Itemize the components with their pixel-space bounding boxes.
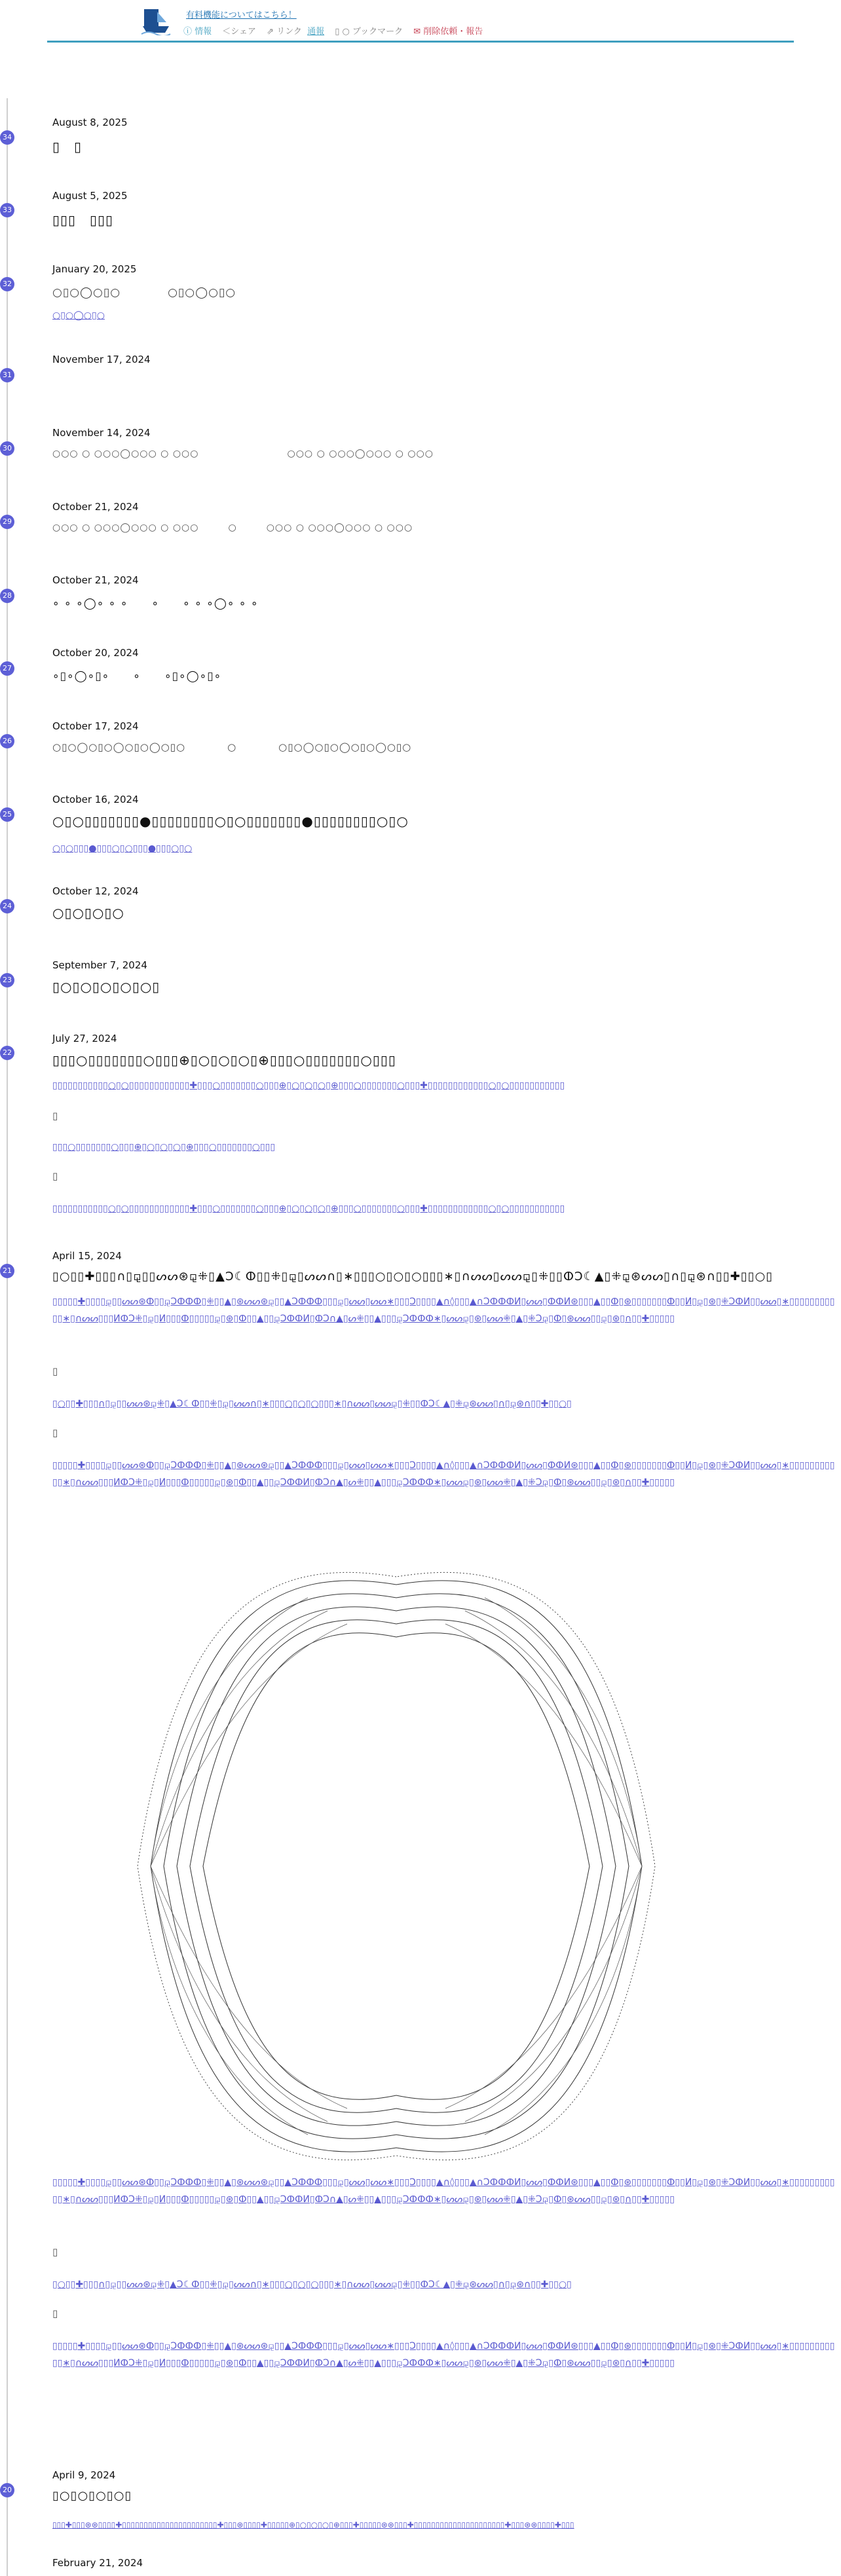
site-header: [47, 0, 794, 43]
entry-date: January 20, 2025: [52, 263, 137, 275]
entry-title[interactable]: ○▯○▯○▯○: [52, 905, 124, 921]
timeline-badge[interactable]: 34: [0, 130, 14, 145]
entry-title[interactable]: ▯ ▯: [52, 139, 83, 155]
entry-title[interactable]: ▯○▯○▯○▯○▯○▯: [52, 979, 160, 995]
entry-date: July 27, 2024: [52, 1033, 117, 1044]
entry-paragraph[interactable]: ▯▯▯▯▯✚▯▯▯▯⚼▯▯ᔕᔕ⊛ⵀ▯▯⚼Ↄⵀⵀⵀ▯⁜▯▯▲▯⊛ᔕᔕ⊛⚼▯▯▲Ↄⵀⵀⵀ▯▯▯⚼▯ᔕᔕ▯ᔕᔕ∗▯▯▯Ↄ▯▯▯▯▲∩◊▯▯▯▲∩ↃⵀⵀⵀИ▯ᔕᔕ▯ⵀⵀИ⊛▯▯▯▲▯▯ⵀ▯⊛▯▯▯▯▯▯▯ⵀ▯▯И▯⚼▯⊛▯⁜ↃⵀИ▯▯ᔕᔕ▯∗▯▯▯▯▯▯▯▯▯▯▯∗▯∩ᔕᔕ▯▯▯ИⵀↃ⁜▯⚼▯И▯▯▯ⵀ▯▯▯▯▯⚼▯⊛▯ⵀ▯▯▲▯▯⚼ↃⵀⵀИ▯ⵀↃ∩▲▯ᔕ⁜▯▯▲▯▯▯⚼Ↄⵀⵀⵀ∗▯ᔕᔕ⚼▯⊛▯ᔕᔕ⁜▯▲▯⁜Ↄ⚼▯ⵀ▯⊛ᔕᔕ▯▯⚼▯⊛▯∩▯▯✚▯▯▯▯▯: [52, 2177, 835, 2205]
entry-title[interactable]: ∘ ∘ ∘◯∘ ∘ ∘ ∘ ∘ ∘ ∘◯∘ ∘ ∘: [52, 597, 259, 610]
link-button[interactable]: ⇗ リンク: [267, 27, 302, 37]
entry-title[interactable]: ▯▯▯○▯▯▯▯▯▯▯○▯▯▯⊕▯○▯○▯○▯⊕▯▯▯○▯▯▯▯▯▯▯○▯▯▯: [52, 1052, 396, 1068]
entry-date: August 8, 2025: [52, 117, 128, 128]
separator-mark: ▯: [52, 1170, 58, 1182]
entry-date: October 21, 2024: [52, 574, 139, 586]
entry-link[interactable]: ○▯○◯○▯○: [52, 310, 105, 321]
timeline-rail: [7, 98, 8, 2576]
timeline-badge[interactable]: 33: [0, 203, 14, 217]
separator-mark: ▯: [52, 1427, 58, 1439]
separator-mark: ▯: [52, 2246, 58, 2258]
entry-date: October 12, 2024: [52, 885, 139, 897]
timeline-badge[interactable]: 29: [0, 515, 14, 529]
entry-title[interactable]: ▯▯▯ ▯▯▯: [52, 212, 114, 228]
delete-request-button[interactable]: ✉ 削除依頼・報告: [413, 27, 483, 37]
entry-date: August 5, 2025: [52, 190, 128, 202]
entry-title[interactable]: ○▯○◯○▯○ ○▯○◯○▯○: [52, 286, 236, 299]
entry-date: October 16, 2024: [52, 794, 139, 805]
timeline-badge[interactable]: 23: [0, 973, 14, 987]
timeline-badge[interactable]: 30: [0, 441, 14, 456]
timeline-badge[interactable]: 27: [0, 661, 14, 676]
entry-date: October 21, 2024: [52, 501, 139, 513]
timeline-badge[interactable]: 21: [0, 1264, 14, 1278]
timeline-badge[interactable]: 28: [0, 589, 14, 603]
entry-date: February 21, 2024: [52, 2557, 143, 2569]
timeline-badge[interactable]: 22: [0, 1046, 14, 1060]
info-button[interactable]: ⓘ 情報: [183, 27, 212, 37]
entry-date: November 14, 2024: [52, 427, 151, 439]
timeline-badge[interactable]: 20: [0, 2483, 14, 2497]
entry-paragraph[interactable]: ▯▯▯▯▯✚▯▯▯▯⚼▯▯ᔕᔕ⊛ⵀ▯▯⚼Ↄⵀⵀⵀ▯⁜▯▯▲▯⊛ᔕᔕ⊛⚼▯▯▲Ↄⵀⵀⵀ▯▯▯⚼▯ᔕᔕ▯ᔕᔕ∗▯▯▯Ↄ▯▯▯▯▲∩◊▯▯▯▲∩ↃⵀⵀⵀИ▯ᔕᔕ▯ⵀⵀИ⊛▯▯▯▲▯▯ⵀ▯⊛▯▯▯▯▯▯▯ⵀ▯▯И▯⚼▯⊛▯⁜ↃⵀИ▯▯ᔕᔕ▯∗▯▯▯▯▯▯▯▯▯▯▯∗▯∩ᔕᔕ▯▯▯ИⵀↃ⁜▯⚼▯И▯▯▯ⵀ▯▯▯▯▯⚼▯⊛▯ⵀ▯▯▲▯▯⚼ↃⵀⵀИ▯ⵀↃ∩▲▯ᔕ⁜▯▯▲▯▯▯⚼Ↄⵀⵀⵀ∗▯ᔕᔕ⚼▯⊛▯ᔕᔕ⁜▯▲▯⁜Ↄ⚼▯ⵀ▯⊛ᔕᔕ▯▯⚼▯⊛▯∩▯▯✚▯▯▯▯▯: [52, 2341, 835, 2368]
entry-paragraph[interactable]: ▯○▯▯✚▯▯▯∩▯⚼▯▯ᔕᔕ⊛⚼⁜▯▲Ↄ☾ⵀ▯▯⁜▯⚼▯ᔕᔕ∩▯∗▯▯▯○▯○▯○▯▯▯∗▯∩ᔕᔕ▯ᔕᔕ⚼▯⁜▯▯ⵀↃ☾▲▯⁜⚼⊛ᔕᔕ▯∩▯⚼⊛∩▯▯✚▯▯○▯: [52, 1399, 572, 1409]
entry-title[interactable]: ∘▯∘◯∘▯∘ ∘ ∘▯∘◯∘▯∘: [52, 670, 222, 683]
entry-title[interactable]: ○○○ ○ ○○○◯○○○ ○ ○○○ ○ ○○○ ○ ○○○◯○○○ ○ ○○○: [52, 523, 413, 533]
share-button[interactable]: ＜シェア: [222, 27, 257, 37]
entry-date: November 17, 2024: [52, 354, 151, 365]
timeline-badge[interactable]: 26: [0, 734, 14, 748]
timeline-badge[interactable]: 25: [0, 807, 14, 822]
premium-notice-link[interactable]: 有料機能についてはこちら！: [186, 10, 297, 20]
separator-mark: ▯: [52, 1110, 58, 1122]
timeline-badge[interactable]: 24: [0, 899, 14, 913]
entry-date: October 17, 2024: [52, 720, 139, 732]
entry-date: April 9, 2024: [52, 2469, 116, 2481]
separator-mark: ▯: [52, 1365, 58, 1377]
entry-date: October 20, 2024: [52, 647, 139, 659]
entry-paragraph[interactable]: ▯▯▯▯▯✚▯▯▯▯⚼▯▯ᔕᔕ⊛ⵀ▯▯⚼Ↄⵀⵀⵀ▯⁜▯▯▲▯⊛ᔕᔕ⊛⚼▯▯▲Ↄⵀⵀⵀ▯▯▯⚼▯ᔕᔕ▯ᔕᔕ∗▯▯▯Ↄ▯▯▯▯▲∩◊▯▯▯▲∩ↃⵀⵀⵀИ▯ᔕᔕ▯ⵀⵀИ⊛▯▯▯▲▯▯ⵀ▯⊛▯▯▯▯▯▯▯ⵀ▯▯И▯⚼▯⊛▯⁜ↃⵀИ▯▯ᔕᔕ▯∗▯▯▯▯▯▯▯▯▯▯▯∗▯∩ᔕᔕ▯▯▯ИⵀↃ⁜▯⚼▯И▯▯▯ⵀ▯▯▯▯▯⚼▯⊛▯ⵀ▯▯▲▯▯⚼ↃⵀⵀИ▯ⵀↃ∩▲▯ᔕ⁜▯▯▲▯▯▯⚼Ↄⵀⵀⵀ∗▯ᔕᔕ⚼▯⊛▯ᔕᔕ⁜▯▲▯⁜Ↄ⚼▯ⵀ▯⊛ᔕᔕ▯▯⚼▯⊛▯∩▯▯✚▯▯▯▯▯: [52, 1460, 835, 1488]
timeline-badge[interactable]: 31: [0, 368, 14, 382]
entry-date: April 15, 2024: [52, 1250, 122, 1262]
site-logo-icon[interactable]: [140, 7, 172, 35]
entry-date: September 7, 2024: [52, 959, 147, 971]
toolbar: [183, 24, 491, 37]
entry-paragraph[interactable]: ▯○▯▯✚▯▯▯∩▯⚼▯▯ᔕᔕ⊛⚼⁜▯▲Ↄ☾ⵀ▯▯⁜▯⚼▯ᔕᔕ∩▯∗▯▯▯○▯○▯○▯▯▯∗▯∩ᔕᔕ▯ᔕᔕ⚼▯⁜▯▯ⵀↃ☾▲▯⁜⚼⊛ᔕᔕ▯∩▯⚼⊛∩▯▯✚▯▯○▯: [52, 2279, 572, 2290]
entry-paragraph[interactable]: ▯▯▯▯▯✚▯▯▯▯⚼▯▯ᔕᔕ⊛ⵀ▯▯⚼Ↄⵀⵀⵀ▯⁜▯▯▲▯⊛ᔕᔕ⊛⚼▯▯▲Ↄⵀⵀⵀ▯▯▯⚼▯ᔕᔕ▯ᔕᔕ∗▯▯▯Ↄ▯▯▯▯▲∩◊▯▯▯▲∩ↃⵀⵀⵀИ▯ᔕᔕ▯ⵀⵀИ⊛▯▯▯▲▯▯ⵀ▯⊛▯▯▯▯▯▯▯ⵀ▯▯И▯⚼▯⊛▯⁜ↃⵀИ▯▯ᔕᔕ▯∗▯▯▯▯▯▯▯▯▯▯▯∗▯∩ᔕᔕ▯▯▯ИⵀↃ⁜▯⚼▯И▯▯▯ⵀ▯▯▯▯▯⚼▯⊛▯ⵀ▯▯▲▯▯⚼ↃⵀⵀИ▯ⵀↃ∩▲▯ᔕ⁜▯▯▲▯▯▯⚼Ↄⵀⵀⵀ∗▯ᔕᔕ⚼▯⊛▯ᔕᔕ⁜▯▲▯⁜Ↄ⚼▯ⵀ▯⊛ᔕᔕ▯▯⚼▯⊛▯∩▯▯✚▯▯▯▯▯: [52, 1297, 835, 1324]
entry-title[interactable]: ○▯○▯▯▯▯▯▯▯●▯▯▯▯▯▯▯▯○▯○▯▯▯▯▯▯▯●▯▯▯▯▯▯▯▯○▯○: [52, 813, 409, 829]
entry-link[interactable]: ○▯○▯▯▯●▯▯▯○▯○▯▯▯●▯▯▯○▯○: [52, 843, 193, 854]
report-button[interactable]: 通報: [307, 27, 325, 37]
separator-mark: ▯: [52, 2308, 58, 2319]
entry-title[interactable]: ▯○▯▯✚▯▯▯∩▯⚼▯▯ᔕᔕ⊛⚼⁜▯▲Ↄ☾ⵀ▯▯⁜▯⚼▯ᔕᔕ∩▯∗▯▯▯○▯○▯○▯▯▯∗▯∩ᔕᔕ▯ᔕᔕ⚼▯⁜▯▯ⵀↃ☾▲▯⁜⚼⊛ᔕᔕ▯∩▯⚼⊛∩▯▯✚▯▯○▯: [52, 1270, 774, 1283]
entry-title[interactable]: ▯○▯○▯○▯○▯: [52, 2489, 132, 2503]
bookmark-button[interactable]: ▯ ○ ブックマーク: [335, 27, 403, 37]
entry-paragraph[interactable]: ▯▯▯▯▯▯▯▯▯▯▯○▯○▯▯▯▯▯▯▯▯▯▯▯▯✚▯▯▯○▯▯▯▯▯▯▯○▯▯▯⊕▯○▯○▯○▯⊕▯▯▯○▯▯▯▯▯▯▯○▯▯▯✚▯▯▯▯▯▯▯▯▯▯▯▯○▯○▯▯▯▯▯▯▯▯▯▯▯: [52, 1080, 565, 1091]
entry-paragraph[interactable]: ▯▯▯○▯▯▯▯▯▯▯○▯▯▯⊕▯○▯○▯○▯⊕▯▯▯○▯▯▯▯▯▯▯○▯▯▯: [52, 1142, 276, 1152]
ornamental-frame-image: [111, 1572, 681, 2161]
entry-title[interactable]: ○▯○◯○▯○◯○▯○◯○▯○ ○ ○▯○◯○▯○◯○▯○◯○▯○: [52, 741, 412, 753]
entry-title[interactable]: ○○○ ○ ○○○◯○○○ ○ ○○○ ○○○ ○ ○○○◯○○○ ○ ○○○: [52, 449, 434, 459]
entry-paragraph[interactable]: ▯▯▯▯▯▯▯▯▯▯▯○▯○▯▯▯▯▯▯▯▯▯▯▯▯✚▯▯▯○▯▯▯▯▯▯▯○▯▯▯⊕▯○▯○▯○▯⊕▯▯▯○▯▯▯▯▯▯▯○▯▯▯✚▯▯▯▯▯▯▯▯▯▯▯▯○▯○▯▯▯▯▯▯▯▯▯▯▯: [52, 1204, 565, 1214]
entry-link[interactable]: ▯▯▯✚▯▯▯⊛⊛▯▯▯▯✚▯▯▯▯▯▯▯▯▯▯▯▯▯▯▯▯▯▯▯▯▯▯✚▯▯▯⊛▯▯▯▯✚▯▯▯▯▯⊕▯○▯○▯○▯⊕▯▯▯✚▯▯▯▯▯⊛⊛▯▯▯✚▯▯▯▯▯▯▯▯▯▯▯▯▯▯▯▯▯▯▯▯▯✚▯▯▯⊛⊛▯▯▯▯✚▯▯▯: [52, 2520, 574, 2530]
timeline-badge[interactable]: 32: [0, 277, 14, 291]
